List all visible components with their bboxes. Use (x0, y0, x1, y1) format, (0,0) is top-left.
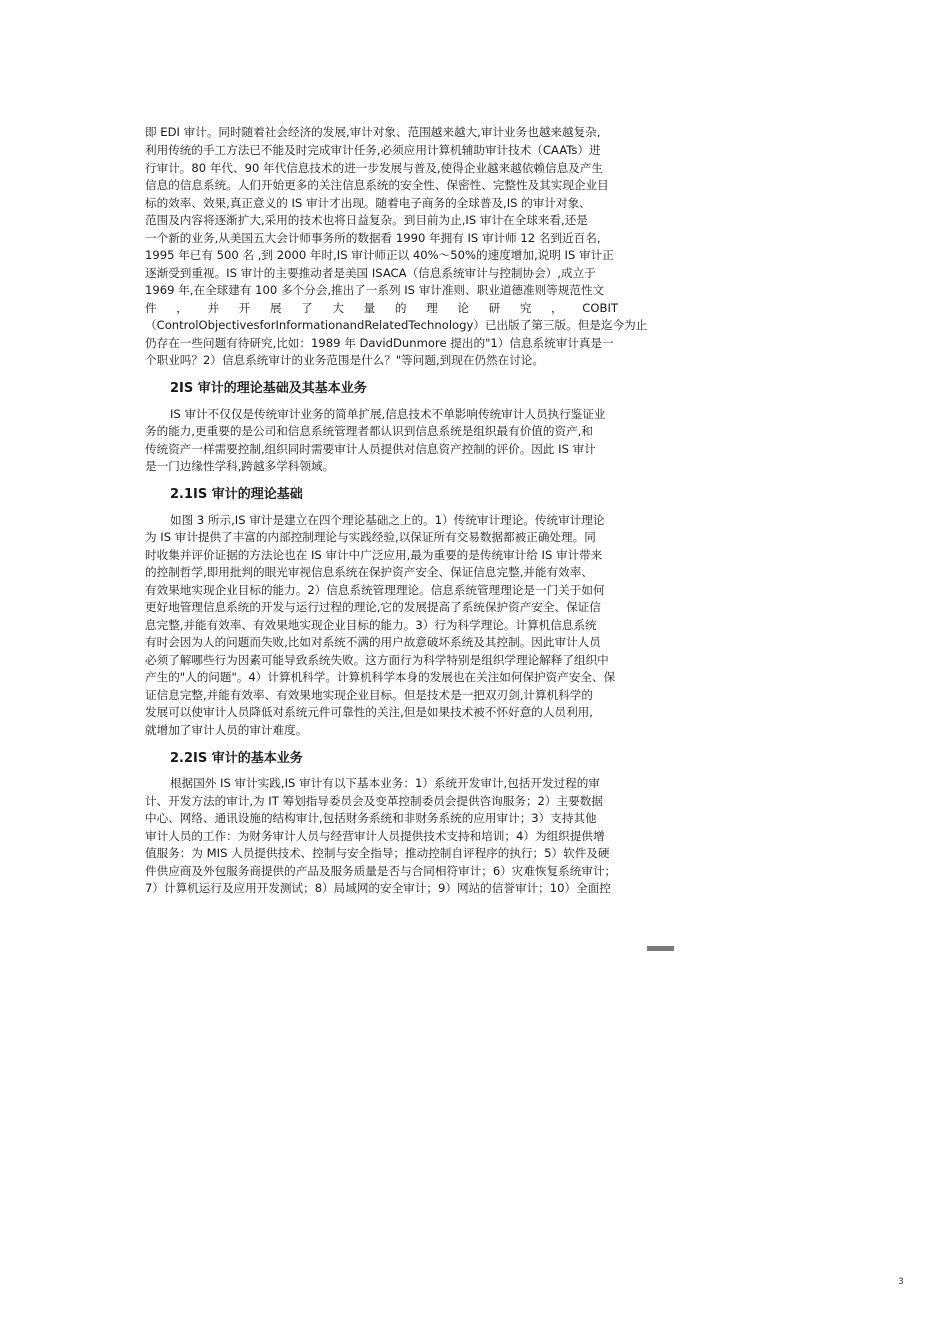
justified-word: 大 (332, 301, 345, 315)
paragraph-line: 7）计算机运行及应用开发测试；8）局域网的安全审计；9）网站的信誉审计；10）全面控 (145, 881, 611, 895)
paragraph-line: 根据国外 IS 审计实践,IS 审计有以下基本业务：1）系统开发审计,包括开发过程的审 (170, 776, 600, 790)
justified-word: COBIT (582, 301, 618, 315)
paragraph-line: 有效果地实现企业目标的能力。2）信息系统管理理论。信息系统管理理论是一门关于如何 (145, 583, 605, 597)
justified-word: 理 (426, 301, 438, 315)
paragraph-line: 的控制哲学,即用批判的眼光审视信息系统在保护资产安全、保证信息完整,并能有效率、 (145, 565, 593, 579)
paragraph-line: 行审计。80 年代、90 年代信息技术的进一步发展与普及,使得企业越来越依赖信息及产生 (145, 161, 603, 175)
paragraph-line: 证信息完整,并能有效率、有效果地实现企业目标。但是技术是一把双刃剑,计算机科学的 (145, 688, 593, 702)
section-heading: 2.1IS 审计的理论基础 (170, 487, 303, 502)
justified-word: 件 (145, 301, 157, 315)
paragraph-line: 即 EDI 审计。同时随着社会经济的发展,审计对象、范围越来越大,审计业务也越来越复杂, (145, 125, 601, 139)
justified-line (145, 300, 618, 318)
justified-word: 量 (363, 301, 376, 315)
paragraph-line: 息完整,并能有效率、有效果地实现企业目标的能力。3）行为科学理论。计算机信息系统 (145, 618, 597, 632)
paragraph-line: 件供应商及外包服务商提供的产品及服务质量是否与合同相符审计；6）灾难恢复系统审计； (145, 864, 617, 878)
paragraph-line: 中心、网络、通讯设施的结构审计,包括财务系统和非财务系统的应用审计；3）支持其他 (145, 811, 597, 825)
paragraph-line: 务的能力,更重要的是公司和信息系统管理者都认识到信息系统是组织最有价值的资产,和 (145, 424, 593, 438)
paragraph-line: 计、开发方法的审计,为 IT 筹划指导委员会及变革控制委员会提供咨询服务；2）主要数据 (145, 794, 603, 808)
paragraph-line: 审计人员的工作：为财务审计人员与经营审计人员提供技术支持和培训；4）为组织提供增 (145, 829, 605, 843)
paragraph-line: 必须了解哪些行为因素可能导致系统失败。这方面行为科学特别是组织学理论解释了组织中 (145, 653, 609, 667)
page-number: 3 (898, 1277, 904, 1287)
paragraph-line: 1995 年已有 500 名 ,到 2000 年时,IS 审计师正以 40%～50%的速度增加,说明 IS 审计正 (145, 248, 614, 262)
justified-word: 研 (488, 301, 501, 315)
justified-word: 并 (207, 301, 220, 315)
paragraph-line: 仍存在一些问题有待研究,比如：1989 年 DavidDunmore 提出的"1）信息系统审计真是一 (145, 336, 614, 350)
paragraph-line: 值服务：为 MIS 人员提供技术、控制与安全指导；推动控制自评程序的执行；5）软件及硬 (145, 846, 610, 860)
section-heading: 2.2IS 审计的基本业务 (170, 751, 303, 766)
paragraph-line: 1969 年,在全球建有 100 多个分会,推出了一系列 IS 审计准则、职业道德准则等规范性文 (145, 283, 605, 297)
justified-word: 论 (457, 301, 469, 315)
justified-word: ， (176, 301, 188, 315)
paragraph-line: 范围及内容将逐渐扩大,采用的技术也将日益复杂。到目前为止,IS 审计在全球来看,还是 (145, 213, 588, 227)
paragraph-line: IS 审计不仅仅是传统审计业务的简单扩展,信息技术不单影响传统审计人员执行鉴证业 (170, 407, 606, 421)
divider-mark (647, 946, 674, 951)
paragraph-line: 就增加了审计人员的审计难度。 (145, 723, 308, 737)
section-heading: 2IS 审计的理论基础及其基本业务 (170, 381, 367, 396)
paragraph-line: 信息的信息系统。人们开始更多的关注信息系统的安全性、保密性、完整性及其实现企业目 (145, 178, 609, 192)
paragraph-line: 标的效率、效果,真正意义的 IS 审计才出现。随着电子商务的全球普及,IS 的审计对象、 (145, 196, 591, 210)
paragraph-line: 利用传统的手工方法已不能及时完成审计任务,必须应用计算机辅助审计技术（CAATs）进 (145, 143, 601, 157)
justified-word: 究 (519, 301, 532, 315)
paragraph-line: 如图 3 所示,IS 审计是建立在四个理论基础之上的。1）传统审计理论。传统审计理论 (170, 513, 605, 527)
paragraph-line: 是一门边缘性学科,跨越多学科领域。 (145, 459, 335, 473)
paragraph-line: 逐渐受到重视。IS 审计的主要推动者是美国 ISACA（信息系统审计与控制协会）,成立于 (145, 266, 596, 280)
justified-word: 的 (394, 301, 407, 315)
paragraph-line: 更好地管理信息系统的开发与运行过程的理论,它的发展提高了系统保护资产安全、保证信 (145, 600, 601, 614)
paragraph-line: （ControlObjectivesforInformationandRelatedTechnology）已出版了第三版。但是迄今为止 (145, 318, 648, 332)
paragraph-line: 一个新的业务,从美国五大会计师事务所的数据看 1990 年拥有 IS 审计师 12 名到近百名, (145, 231, 601, 245)
justified-word: ， (551, 301, 563, 315)
justified-word: 了 (301, 301, 313, 315)
paragraph-line: 为 IS 审计提供了丰富的内部控制理论与实践经验,以保证所有交易数据都被正确处理。同 (145, 530, 596, 544)
paragraph-line: 传统资产一样需要控制,组织同时需要审计人员提供对信息资产控制的评价。因此 IS 审计 (145, 442, 596, 456)
paragraph-line: 时收集并评价证据的方法论也在 IS 审计中广泛应用,最为重要的是传统审计给 IS 审计带来 (145, 548, 603, 562)
paragraph-line: 发展可以使审计人员降低对系统元件可靠性的关注,但是如果技术被不怀好意的人员利用, (145, 705, 593, 719)
justified-word: 展 (269, 301, 282, 315)
paragraph-line: 产生的"人的问题"。4）计算机科学。计算机科学本身的发展也在关注如何保护资产安全、保 (145, 670, 616, 684)
justified-word: 开 (238, 301, 251, 315)
paragraph-line: 有时会因为人的问题而失败,比如对系统不满的用户故意破坏系统及其控制。因此审计人员 (145, 635, 601, 649)
paragraph-line: 个职业吗？2）信息系统审计的业务范围是什么？"等问题,到现在仍然在讨论。 (145, 353, 544, 367)
